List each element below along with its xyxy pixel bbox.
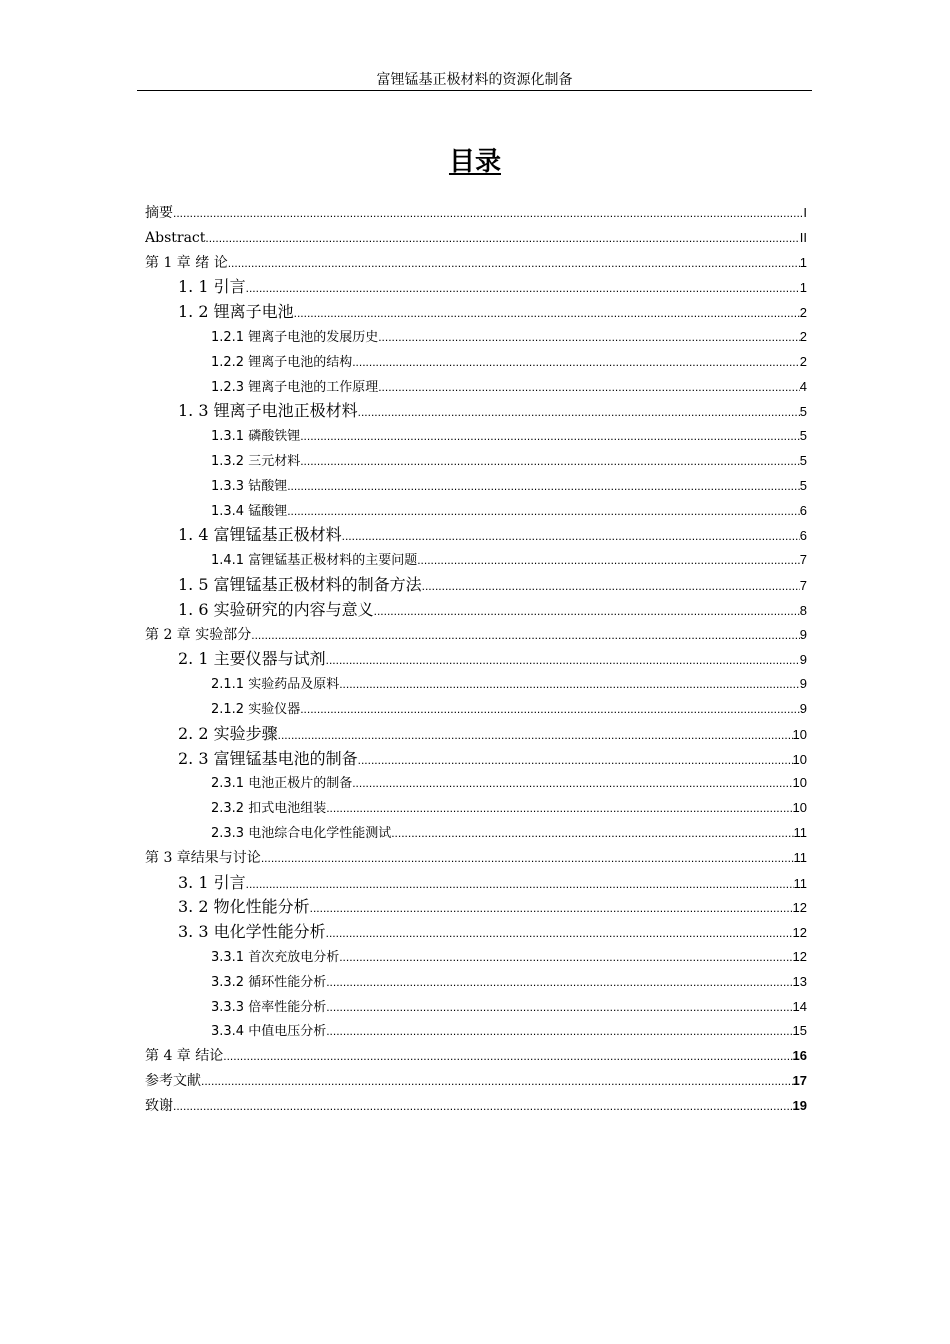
toc-page-number: 11 [793,875,807,891]
toc-page-number: 2 [799,328,807,344]
toc-dot-leader [326,995,792,1020]
toc-dot-leader [358,400,800,424]
toc-page-number: 9 [799,700,807,716]
toc-dot-leader [261,846,794,871]
toc-dot-leader [173,1094,793,1119]
toc-entry-label: 1.2.1 锂离子电池的发展历史 [211,329,379,345]
toc-dot-leader [287,499,800,524]
toc-entry[interactable] [145,399,807,424]
toc-entry[interactable] [145,821,807,846]
toc-entry[interactable] [145,474,807,499]
toc-entry-label: 1. 5 富锂锰基正极材料的制备方法 [178,574,422,594]
toc-dot-leader [326,1019,792,1044]
toc-page-number: 5 [799,452,807,468]
toc-title: 目录 [448,147,501,177]
toc-dot-leader [417,548,800,573]
toc-dot-leader [391,821,793,846]
toc-page-number: II [799,229,807,245]
toc-entry[interactable] [145,548,807,573]
toc-dot-leader [300,424,800,449]
toc-page-number: 2 [799,305,807,321]
toc-dot-leader [310,896,793,920]
toc-page-number: 13 [792,973,807,989]
toc-entry[interactable] [145,275,807,300]
toc-page-number: 5 [799,404,807,420]
toc-page-number: 6 [799,502,807,518]
toc-entry[interactable] [145,523,807,548]
toc-dot-leader [251,623,800,648]
toc-page-number: I [803,205,807,220]
toc-entry-label: 3. 2 物化性能分析 [178,897,310,917]
toc-page-number: 7 [799,552,807,568]
toc-dot-leader [294,301,800,325]
toc-page-number: 10 [792,751,807,767]
toc-entry-label: 1.3.1 磷酸铁锂 [211,429,301,445]
toc-entry[interactable] [145,1019,807,1044]
toc-entry-label: 1. 4 富锂锰基正极材料 [178,525,342,545]
toc-entry[interactable] [145,226,807,251]
toc-entry-label: 第 3 章结果与讨论 [145,849,261,866]
toc-page-number: 10 [792,800,807,816]
toc-entry-label: 1. 6 实验研究的内容与意义 [178,599,374,619]
toc-entry-label: 3.3.2 循环性能分析 [211,974,327,990]
toc-dot-leader [228,251,800,276]
toc-entry[interactable] [145,846,807,871]
toc-entry-label: 1.3.3 钴酸锂 [211,478,288,494]
toc-entry-label: 1.3.4 锰酸锂 [211,503,288,519]
toc-page-number: 16 [792,1048,807,1064]
toc-entry-label: 1.3.2 三元材料 [211,453,301,469]
toc-dot-leader [173,201,803,226]
toc-entry-label: 摘要 [145,205,173,221]
toc-page-number: 8 [799,602,807,618]
toc-dot-leader [339,672,800,697]
toc-entry[interactable] [145,895,807,920]
toc-entry-label: 参考文献 [145,1072,201,1089]
toc-entry-label: 1.4.1 富锂锰基正极材料的主要问题 [211,553,418,569]
toc-page-number: 10 [792,726,807,742]
toc-dot-leader [300,697,800,722]
toc-page-number: 11 [793,824,807,840]
toc-entry[interactable] [145,598,807,623]
toc-entry-label: 1.2.2 锂离子电池的结构 [211,354,353,370]
toc-dot-leader [378,375,800,400]
toc-entry-label: 2.3.1 电池正极片的制备 [211,776,353,792]
toc-entry-label: 2.3.2 扣式电池组装 [211,801,327,817]
toc-entry[interactable] [145,499,807,524]
toc-page-number: 1 [799,280,807,296]
toc-page-number: 4 [799,378,807,394]
toc-page-number: 15 [792,1023,807,1039]
toc-entry[interactable] [145,995,807,1020]
toc-page-number: 17 [792,1072,807,1088]
toc-entry-label: 致谢 [145,1097,173,1114]
toc-entry-label: 2. 3 富锂锰基电池的制备 [178,748,358,768]
toc-entry-label: 1.2.3 锂离子电池的工作原理 [211,379,379,395]
toc-dot-leader [223,1044,792,1069]
toc-dot-leader [374,599,800,623]
toc-page-number: 11 [793,849,807,865]
toc-page-number: 5 [799,477,807,493]
toc-dot-leader [422,574,800,598]
toc-dot-leader [358,748,793,772]
toc-entry[interactable] [145,647,807,672]
toc-entry-label: 2.1.2 实验仪器 [211,701,301,717]
toc-entry-label: 2. 1 主要仪器与试剂 [178,649,326,669]
toc-entry[interactable] [145,573,807,598]
toc-dot-leader [342,524,800,548]
toc-page-number: 12 [792,900,807,916]
toc-dot-leader [326,796,792,821]
toc-page-number: 9 [799,676,807,692]
toc-dot-leader [352,350,800,375]
running-header: 富锂锰基正极材料的资源化制备 [137,70,812,91]
toc-dot-leader [352,771,792,796]
toc-entry[interactable] [145,1044,807,1069]
toc-entry-label: 1. 1 引言 [178,277,246,297]
toc-dot-leader [278,723,793,747]
toc-entry[interactable] [145,1069,807,1094]
toc-entry[interactable] [145,251,807,276]
toc-entry-label: 2. 2 实验步骤 [178,723,278,743]
toc-dot-leader [300,449,800,474]
toc-page-number: 19 [792,1097,807,1113]
toc-dot-leader [205,226,799,251]
toc-entry[interactable] [145,722,807,747]
toc-entry[interactable] [145,424,807,449]
toc-page-number: 5 [799,428,807,444]
toc-page-number: 6 [799,528,807,544]
table-of-contents [145,201,807,1118]
toc-entry[interactable] [145,871,807,896]
toc-entry-label: 第 4 章 结论 [145,1048,224,1065]
toc-entry-label: Abstract [145,229,206,246]
toc-entry[interactable] [145,697,807,722]
toc-page-number: 14 [792,998,807,1014]
toc-page-number: 2 [799,353,807,369]
toc-entry-label: 3.3.4 中值电压分析 [211,1024,327,1040]
toc-entry-label: 3.3.3 倍率性能分析 [211,999,327,1015]
toc-entry[interactable] [145,796,807,821]
toc-page-number: 12 [792,925,807,941]
toc-entry-label: 2.3.3 电池综合电化学性能测试 [211,825,392,841]
toc-entry[interactable] [145,771,807,796]
toc-entry[interactable] [145,375,807,400]
toc-entry-label: 第 1 章 绪 论 [145,254,228,271]
toc-dot-leader [246,276,800,300]
toc-dot-leader [326,970,792,995]
toc-entry-label: 3. 1 引言 [178,872,246,892]
toc-dot-leader [246,872,794,896]
toc-entry[interactable] [145,201,807,226]
toc-title-wrap [0,145,950,179]
toc-page-number: 9 [799,626,807,642]
toc-dot-leader [339,945,792,970]
toc-dot-leader [201,1069,793,1094]
toc-entry-label: 1. 2 锂离子电池 [178,302,294,322]
toc-entry[interactable] [145,747,807,772]
toc-page-number: 12 [792,948,807,964]
toc-page-number: 9 [799,652,807,668]
toc-entry[interactable] [145,672,807,697]
toc-dot-leader [326,648,800,672]
toc-dot-leader [287,474,800,499]
toc-page-number: 7 [799,577,807,593]
toc-entry[interactable] [145,300,807,325]
toc-entry-label: 第 2 章 实验部分 [145,626,252,643]
toc-dot-leader [326,921,793,945]
toc-entry[interactable] [145,970,807,995]
toc-dot-leader [378,325,800,350]
toc-page-number: 10 [792,775,807,791]
toc-entry[interactable] [145,1094,807,1119]
toc-entry-label: 3. 3 电化学性能分析 [178,922,326,942]
toc-entry[interactable] [145,623,807,648]
toc-page-number: 1 [799,254,807,270]
toc-entry-label: 2.1.1 实验药品及原料 [211,677,340,693]
toc-entry[interactable] [145,325,807,350]
toc-entry[interactable] [145,350,807,375]
toc-entry[interactable] [145,945,807,970]
toc-entry-label: 3.3.1 首次充放电分析 [211,949,340,965]
toc-entry[interactable] [145,449,807,474]
toc-entry-label: 1. 3 锂离子电池正极材料 [178,401,358,421]
toc-entry[interactable] [145,920,807,945]
